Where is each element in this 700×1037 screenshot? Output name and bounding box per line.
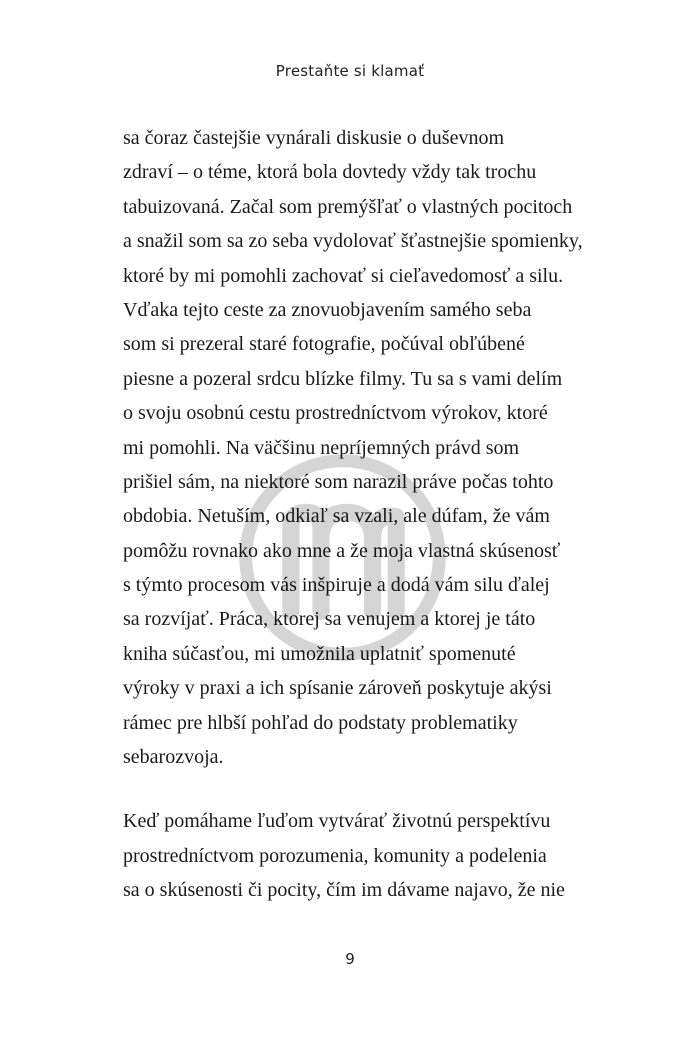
text-line: sa čoraz častejšie vynárali diskusie o duševnom (123, 127, 504, 149)
text-line: o svoju osobnú cestu prostredníctvom výrokov, ktoré (123, 402, 548, 425)
page-number: 9 (345, 950, 355, 968)
text-line: prostredníctvom porozumenia, komunity a podelenia (123, 844, 547, 867)
text-line: piesne a pozeral srdcu blízke filmy. Tu sa s vami delím (123, 367, 563, 390)
text-line: prišiel sám, na niektoré som narazil práve počas tohto (123, 470, 554, 493)
text-line: rámec pre hlbší pohľad do podstaty problematiky (123, 711, 518, 734)
paragraph-spacer (123, 774, 603, 804)
paragraph-2 (123, 804, 603, 907)
text-line: zdraví – o téme, ktorá bola dovtedy vždy tak trochu (123, 161, 537, 184)
text-line: obdobia. Netuším, odkiaľ sa vzali, ale dúfam, že vám (123, 505, 550, 528)
body-text (123, 121, 603, 908)
text-line: kniha súčasťou, mi umožnila uplatniť spomenuté (123, 642, 516, 665)
text-line: pomôžu rovnako ako mne a že moja vlastná skúsenosť (123, 539, 561, 562)
text-line: som si prezeral staré fotografie, počúval obľúbené (123, 333, 525, 356)
text-line: a snažil som sa zo seba vydolovať šťastnejšie spomienky, (123, 230, 583, 253)
text-line: s týmto procesom vás inšpiruje a dodá vám silu ďalej (123, 574, 550, 597)
text-line: Vďaka tejto ceste za znovuobjavením samého seba (123, 298, 532, 321)
paragraph-1 (123, 121, 603, 774)
text-line: mi pomohli. Na väčšinu nepríjemných právd som (123, 436, 520, 459)
text-line: ktoré by mi pomohli zachovať si cieľavedomosť a silu. (123, 264, 564, 287)
text-line: sa rozvíjať. Práca, ktorej sa venujem a ktorej je táto (123, 608, 536, 631)
text-line: sebarozvoja. (123, 746, 224, 769)
text-line: výroky v praxi a ich spísanie zároveň poskytuje akýsi (123, 677, 552, 700)
text-line: sa o skúsenosti či pocity, čím im dávame najavo, že nie (123, 879, 565, 902)
text-line: Keď pomáhame ľuďom vytvárať životnú perspektívu (123, 810, 551, 833)
running-head-title: Prestaňte si klamať (275, 62, 425, 80)
text-line: tabuizovaná. Začal som premýšľať o vlastných pocitoch (123, 195, 573, 218)
